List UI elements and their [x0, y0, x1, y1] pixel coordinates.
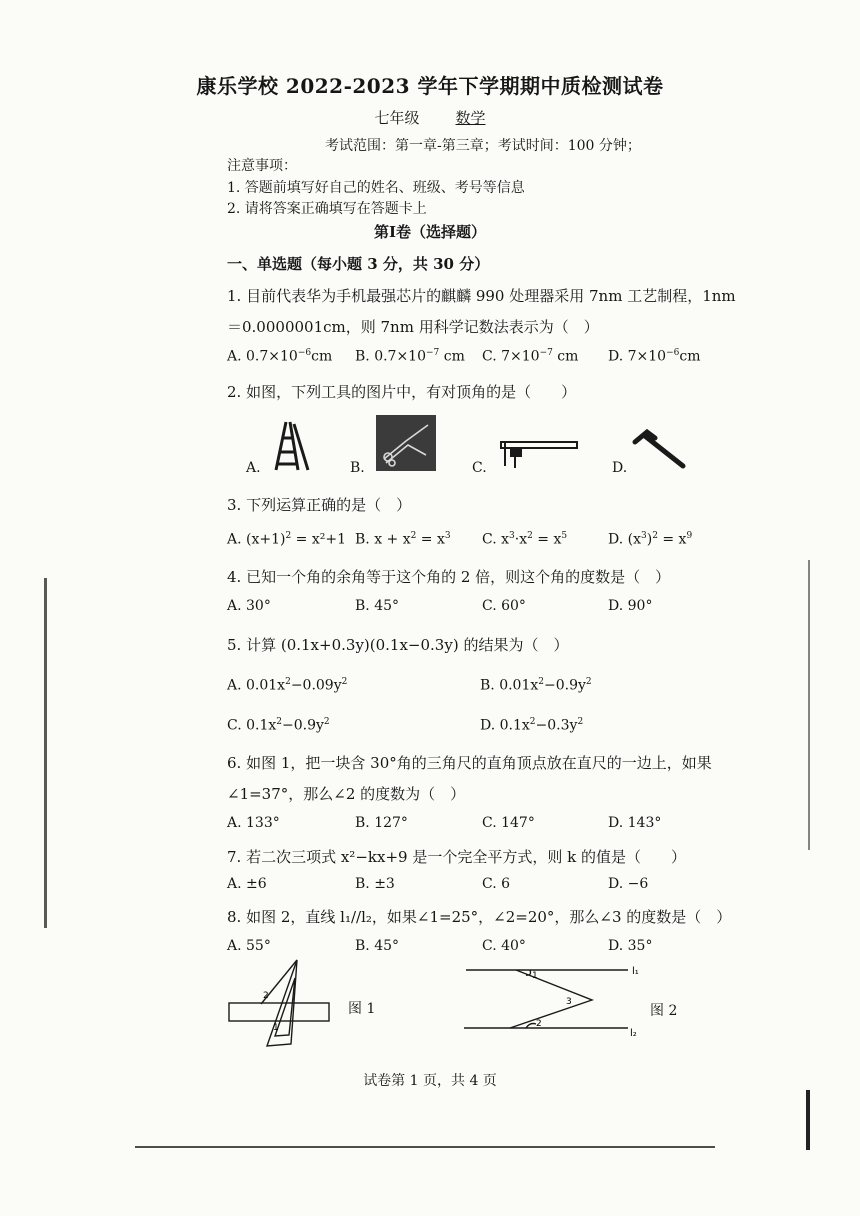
q7-option-a: A. ±6	[227, 876, 267, 892]
subject-label: 数学	[455, 109, 486, 127]
volume-heading: 第Ⅰ卷（选择题）	[373, 223, 487, 241]
q2-option-a: A.	[246, 460, 261, 476]
q1-option-b: B. $0.7\times 10^{-7}$ cm	[355, 348, 465, 365]
q4-option-a: A. 30°	[227, 598, 271, 614]
question-7: 7. 若二次三项式 x²−kx+9 是一个完全平方式，则 k 的值是（ ）	[227, 848, 686, 866]
q5-option-d: D. $0.1x^2-0.3y^2$	[480, 717, 584, 734]
note-item: 2. 请将答案正确填写在答题卡上	[227, 201, 427, 217]
q5-option-c: C. $0.1x^2-0.9y^2$	[227, 717, 330, 734]
scissors-image	[376, 415, 436, 471]
figure-2-diagram	[460, 960, 640, 1042]
question-6-line-2: ∠1=37°，那么∠2 的度数为（ ）	[227, 785, 466, 803]
figure-1-angle-1-label: 1	[273, 1023, 279, 1033]
notes-heading: 注意事项：	[227, 158, 297, 174]
question-1-line-2: ＝0.0000001cm，则 7nm 用科学记数法表示为（ ）	[227, 318, 599, 336]
right-edge-bar	[806, 1090, 810, 1150]
q7-option-c: C. 6	[482, 876, 511, 892]
right-binding-mark	[808, 560, 810, 850]
q5-option-a: A. $0.01x^2-0.09y^2$	[227, 677, 348, 694]
question-3: 3. 下列运算正确的是（ ）	[227, 496, 412, 514]
question-6-line-1: 6. 如图 1，把一块含 30°角的三角尺的直角顶点放在直尺的一边上，如果	[227, 754, 712, 772]
figure-1-diagram	[225, 958, 340, 1052]
q4-option-b: B. 45°	[355, 598, 400, 614]
figure-2-angle-2-label: 2	[536, 1019, 542, 1029]
q8-option-b: B. 45°	[355, 938, 400, 954]
q8-option-c: C. 40°	[482, 938, 526, 954]
q5-option-b: B. $0.01x^2-0.9y^2$	[480, 677, 592, 694]
question-8: 8. 如图 2，直线 l₁//l₂，如果∠1=25°，∠2=20°，那么∠3 的度数是（ ）	[227, 908, 732, 926]
grade-subject	[0, 107, 860, 128]
q4-option-d: D. 90°	[608, 598, 653, 614]
figure-2-caption: 图 2	[650, 1003, 678, 1019]
question-2: 2. 如图，下列工具的图片中，有对顶角的是（ ）	[227, 383, 577, 401]
q2-option-b: B.	[350, 460, 365, 476]
q8-option-a: A. 55°	[227, 938, 271, 954]
question-5: 5. 计算 (0.1x+0.3y)(0.1x−0.3y) 的结果为（ ）	[227, 636, 569, 654]
question-4: 4. 已知一个角的余角等于这个角的 2 倍，则这个角的度数是（ ）	[227, 568, 671, 586]
exam-title: 康乐学校 2022-2023 学年下学期期中质检测试卷	[196, 74, 664, 98]
figure-1-angle-2-label: 2	[263, 991, 269, 1001]
caliper-image	[495, 436, 581, 472]
figure-1-caption: 图 1	[348, 1001, 376, 1017]
q1-option-a: A. $0.7\times 10^{-6}cm$	[227, 348, 333, 365]
hammer-image	[625, 428, 689, 472]
q6-option-a: A. 133°	[227, 815, 280, 831]
zigzag-line	[510, 970, 592, 1028]
left-binding-mark	[44, 578, 47, 928]
section-heading: 一、单选题（每小题 3 分，共 30 分）	[227, 255, 490, 273]
q1-option-c: C. $7\times 10^{-7}$ cm	[482, 348, 579, 365]
bottom-scan-line	[135, 1146, 715, 1148]
figure-2-angle-1-label: 1	[532, 971, 538, 981]
page-footer: 试卷第 1 页，共 4 页	[363, 1073, 497, 1089]
q3-option-c: C. $x^3\cdot x^2 = x^5$	[482, 531, 568, 548]
q6-option-c: C. 147°	[482, 815, 535, 831]
q3-option-d: D. $(x^3)^2 = x^9$	[608, 531, 693, 548]
figure-2-angle-3-label: 3	[566, 997, 572, 1007]
label-l2: l₂	[630, 1028, 637, 1039]
q3-option-b: B. $x + x^2 = x^3$	[355, 531, 451, 548]
exam-scope: 考试范围：第一章-第三章；考试时间：100 分钟；	[325, 138, 641, 154]
label-l1: l₁	[632, 966, 639, 977]
question-1-line-1: 1. 目前代表华为手机最强芯片的麒麟 990 处理器采用 7nm 工艺制程，1nm	[227, 287, 736, 305]
ladder-image	[272, 420, 312, 472]
q3-option-a: A. $(x+1)^2 = x^2+1$	[227, 531, 346, 548]
q2-option-c: C.	[472, 460, 487, 476]
grade-label: 七年级	[374, 109, 420, 127]
q6-option-b: B. 127°	[355, 815, 408, 831]
q7-option-d: D. −6	[608, 876, 649, 892]
q8-option-d: D. 35°	[608, 938, 653, 954]
q1-option-d: D. $7\times 10^{-6}cm$	[608, 348, 701, 365]
q4-option-c: C. 60°	[482, 598, 526, 614]
q2-option-d: D.	[612, 460, 628, 476]
q6-option-d: D. 143°	[608, 815, 662, 831]
note-item: 1. 答题前填写好自己的姓名、班级、考号等信息	[227, 180, 525, 196]
q7-option-b: B. ±3	[355, 876, 395, 892]
